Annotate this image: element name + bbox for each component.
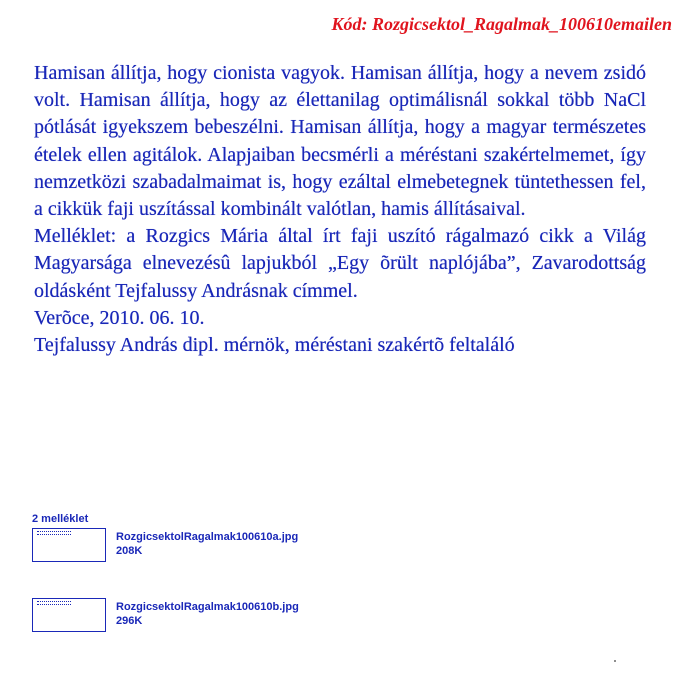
image-thumbnail-icon[interactable] [32, 528, 106, 562]
thumbnail-text-mark [37, 601, 71, 605]
image-thumbnail-icon[interactable] [32, 598, 106, 632]
attachment-size: 296K [116, 615, 143, 627]
attachment-filename[interactable]: RozgicsektolRagalmak100610a.jpg [116, 531, 299, 543]
attachment-size: 208K [116, 545, 143, 557]
scan-speck [614, 660, 616, 662]
thumbnail-text-mark [37, 531, 71, 535]
attachments-section [32, 512, 299, 627]
attachment-item-b[interactable] [32, 598, 432, 638]
attachments-heading: 2 melléklet [32, 513, 89, 525]
attachment-item-a[interactable] [32, 528, 432, 568]
paragraph-accusations: Hamisan állítja, hogy cionista vagyok. Hamisan állítja, hogy a nevem zsidó volt. Hamisan állítja, hogy az élettanilag optimálisnál sokkal több NaCl pótlását igyekszem bebeszélni. Hamisan állítja, hogy a magyar természetes ételek ellen agitálok. Alapjaiban becsmérli a méréstani szakértelmemet, így nemzetközi szabadalmaimat is, hogy ezáltal elmebetegnek tüntethessen fel, a cikkük faji uszítással kombinált valótlan, hamis állításaival. [34, 62, 646, 221]
paragraph-attachment-note: Melléklet: a Rozgics Mária által írt faji uszító rágalmazó cikk a Világ Magyarsága elnevezésû lapjukból „Egy õrült naplójába”, Zavarodottság oldásként Tejfalussy Andrásnak címmel. [34, 225, 646, 302]
document-code-header: Kód: Rozgicsektol_Ragalmak_100610emailen [331, 14, 672, 34]
attachment-filename[interactable]: RozgicsektolRagalmak100610b.jpg [116, 601, 299, 613]
paragraph-place-date: Verõce, 2010. 06. 10. [34, 306, 205, 329]
letter-body [34, 60, 646, 359]
paragraph-signature: Tejfalussy András dipl. mérnök, méréstani szakértõ feltaláló [34, 334, 515, 357]
